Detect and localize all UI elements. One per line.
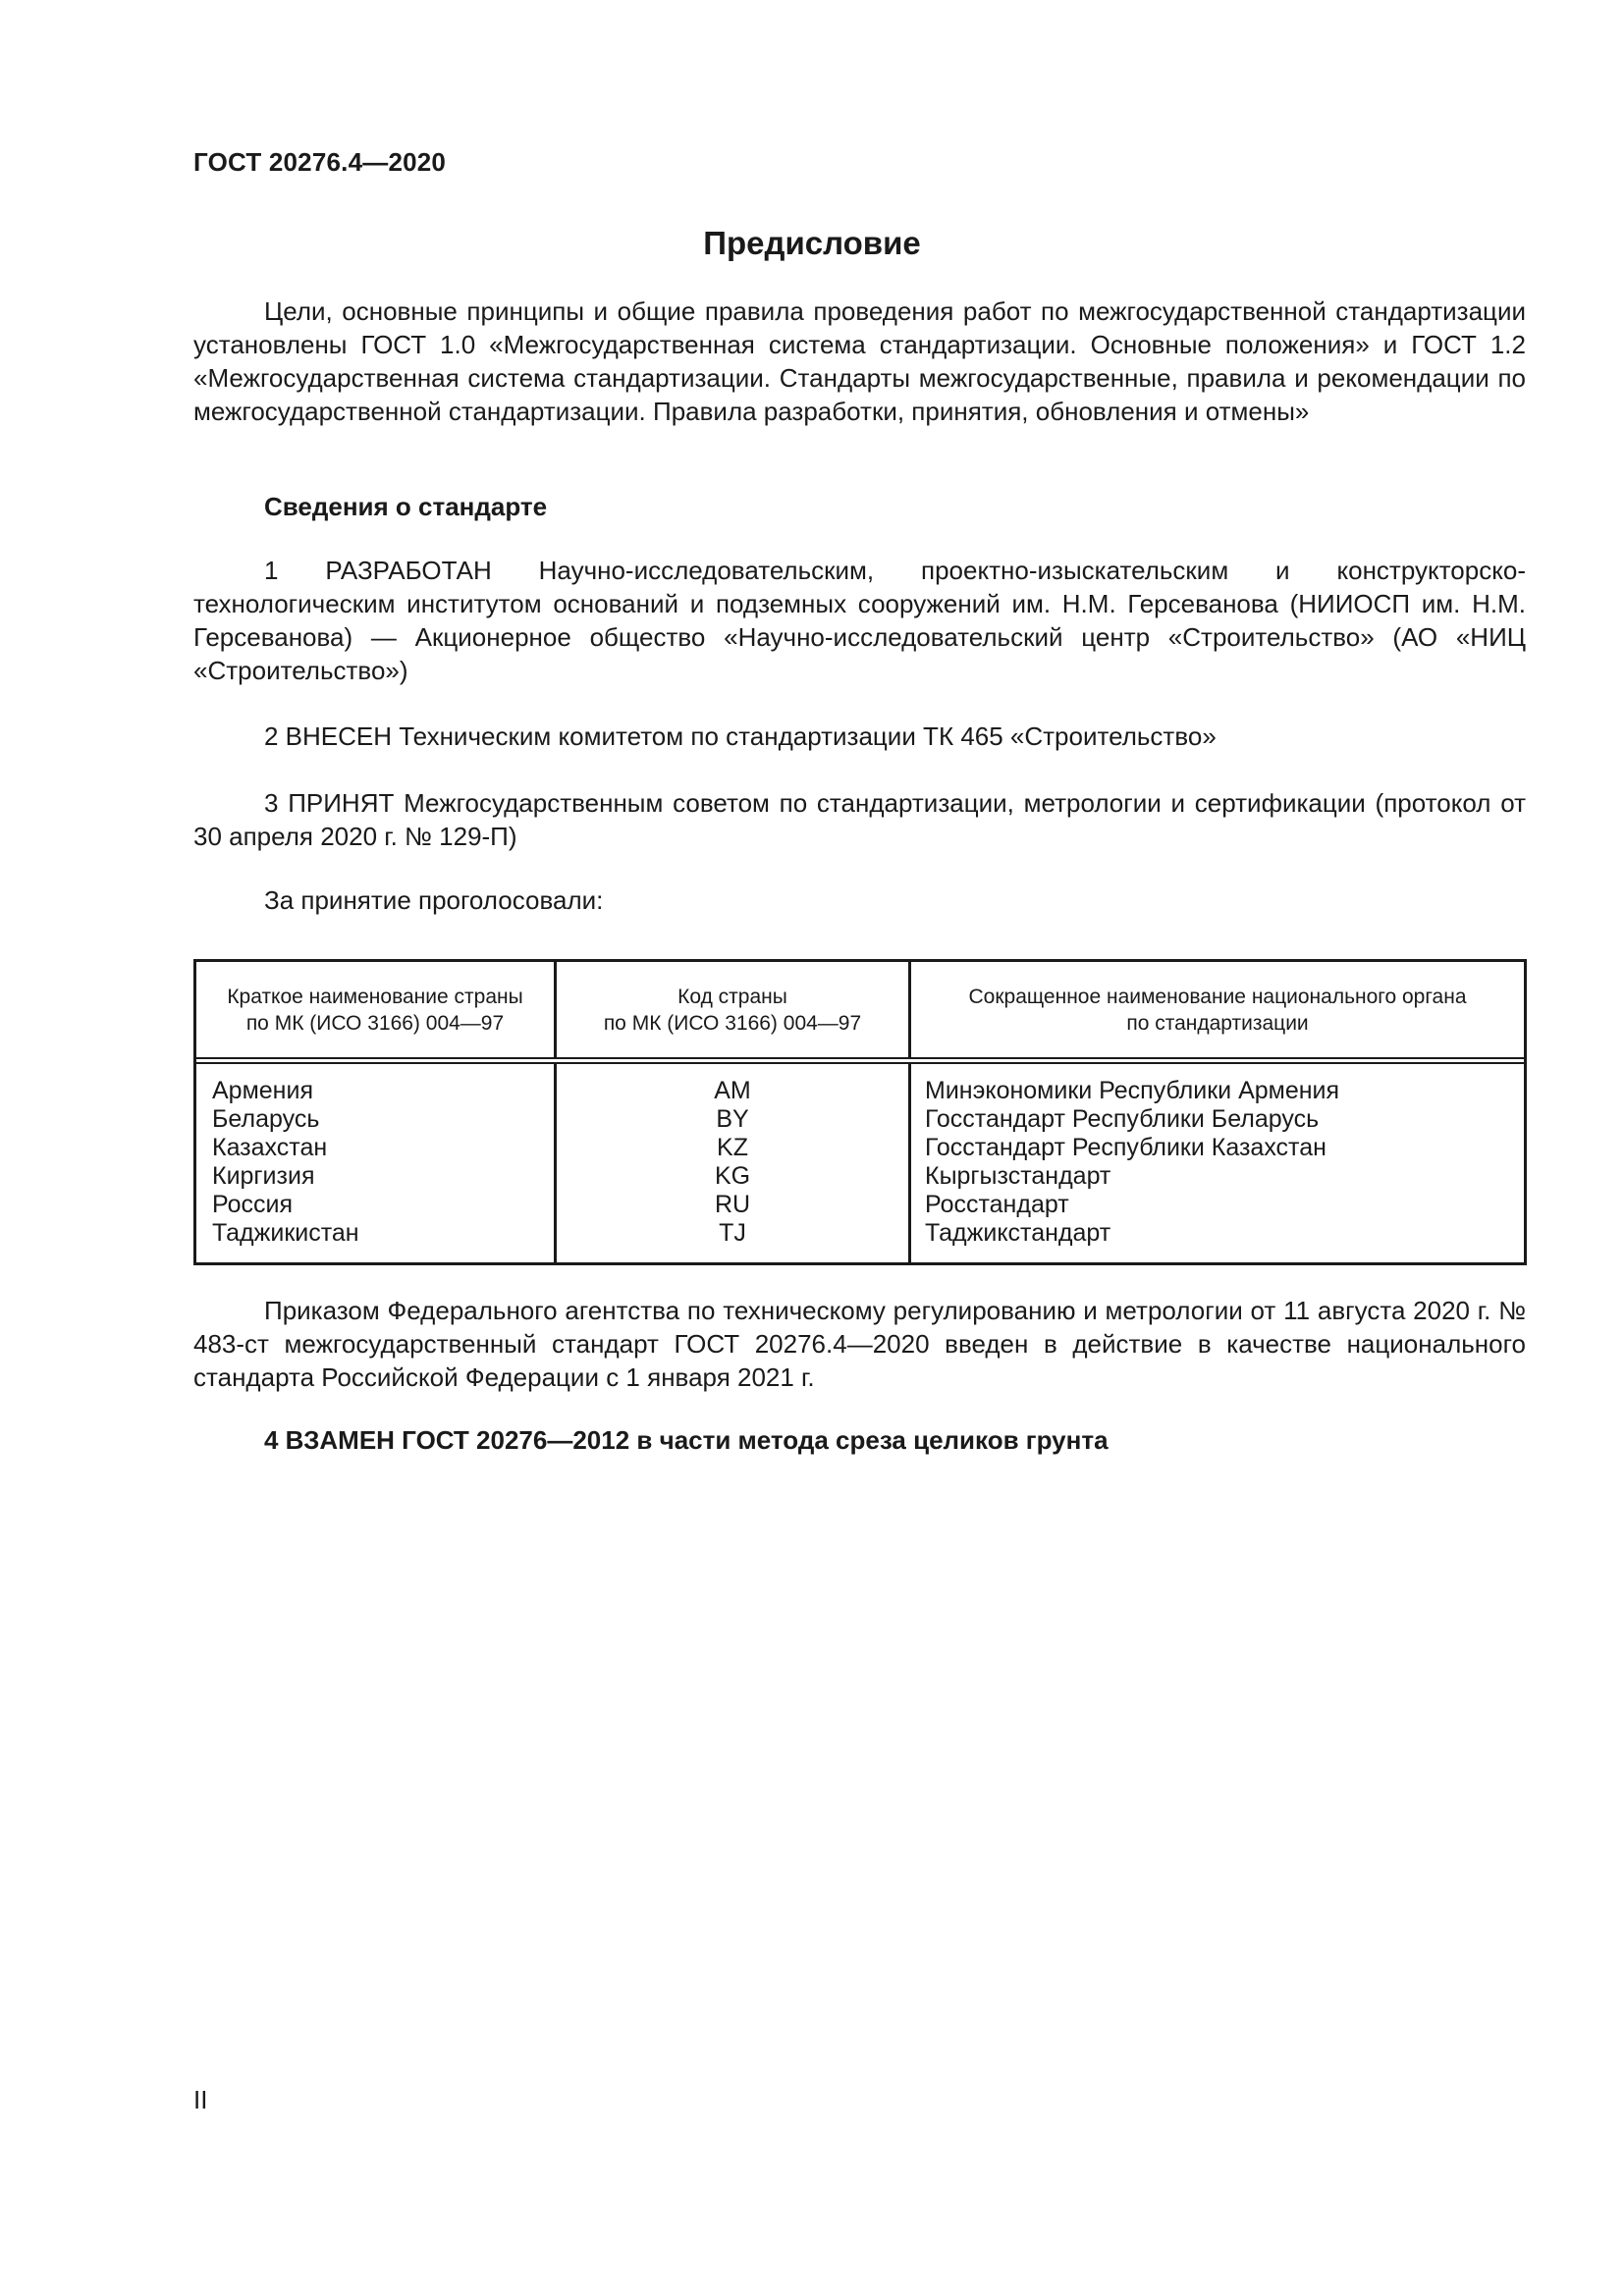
page-title: Предисловие xyxy=(703,225,921,261)
body-cell: Росстандарт xyxy=(925,1191,1069,1218)
introduced-paragraph: 2 ВНЕСЕН Техническим комитетом по стандартизации ТК 465 «Строительство» xyxy=(264,721,1217,751)
body-column xyxy=(925,1077,1339,1248)
header-country-code: Код страны по МК (ИСО 3166) 004—97 xyxy=(603,986,862,1035)
header-national-body: Сокращенное наименование национального органа по стандартизации xyxy=(968,986,1467,1035)
code-cell: KZ xyxy=(717,1134,748,1161)
voting-table xyxy=(193,959,1527,1265)
body-cell: Госстандарт Республики Казахстан xyxy=(925,1134,1326,1161)
country-cell: Армения xyxy=(212,1077,313,1104)
adopted-paragraph: 3 ПРИНЯТ Межгосударственным советом по стандартизации, метрологии и сертификации (протокол от 30 апреля 2020 г. № 129-П) xyxy=(193,788,1526,851)
voted-label: За принятие проголосовали: xyxy=(264,885,604,915)
code-column xyxy=(557,1077,908,1248)
code-cell: BY xyxy=(716,1105,749,1133)
country-cell: Казахстан xyxy=(212,1134,328,1161)
code-cell: AM xyxy=(714,1077,751,1104)
order-paragraph: Приказом Федерального агентства по техническому регулированию и метрологии от 11 августа 2020 г. № 483-ст межгосударственный стандарт ГОСТ 20276.4—2020 введен в действие в качестве национального стандарта Российской Федерации с 1 января 2021 г. xyxy=(193,1296,1526,1392)
code-cell: KG xyxy=(714,1162,751,1190)
code-cell: RU xyxy=(714,1191,751,1218)
intro-paragraph: Цели, основные принципы и общие правила проведения работ по межгосударственной стандартизации установлены ГОСТ 1.0 «Межгосударственная система стандартизации. Основные положения» и ГОСТ 1.2 «Межгосударственная система стандартизации. Стандарты межгосударственные, правила и рекомендации по межгосударственной стандартизации. Правила разработки, принятия, обновления и отмены» xyxy=(193,296,1526,426)
page-number: II xyxy=(193,2085,208,2114)
body-cell: Кыргызстандарт xyxy=(925,1162,1111,1190)
info-heading: Сведения о стандарте xyxy=(264,492,548,521)
body-cell: Таджикстандарт xyxy=(925,1219,1111,1247)
body-cell: Минэкономики Республики Армения xyxy=(925,1077,1340,1104)
country-cell: Беларусь xyxy=(212,1105,320,1133)
country-cell: Киргизия xyxy=(212,1162,315,1190)
code-cell: TJ xyxy=(719,1219,746,1247)
country-cell: Таджикистан xyxy=(212,1219,359,1247)
country-cell: Россия xyxy=(212,1191,293,1218)
country-column xyxy=(212,1077,359,1248)
body-cell: Госстандарт Республики Беларусь xyxy=(925,1105,1320,1133)
header-separator xyxy=(196,1057,1524,1064)
header-country-name: Краткое наименование страны по МК (ИСО 3166) 004—97 xyxy=(227,986,523,1035)
replaced-paragraph: 4 ВЗАМЕН ГОСТ 20276—2012 в части метода среза целиков грунта xyxy=(264,1425,1109,1455)
document-code: ГОСТ 20276.4—2020 xyxy=(193,147,447,177)
developed-paragraph: 1 РАЗРАБОТАН Научно-исследовательским, проектно-изыскательским и конструкторско-технологическим институтом оснований и подземных сооружений им. Н.М. Герсеванова (НИИОСП им. Н.М. Герсеванова) — Акционерное общество «Научно-исследовательский центр «Строительство» (АО «НИЦ «Строительство») xyxy=(193,556,1526,685)
